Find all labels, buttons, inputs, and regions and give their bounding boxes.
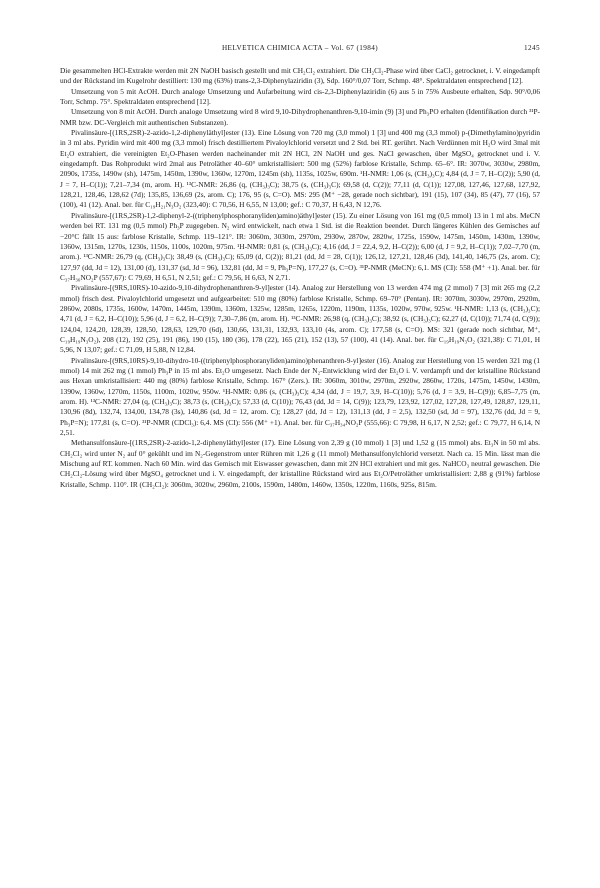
running-header — [60, 44, 540, 60]
paragraph-compound-16: Pivalinsäure-[(9RS,10RS)-9,10-dihydro-10-((triphenylphosphoranyliden)amino)phenanthren-9-yl]ester (16). Analog zur Herstellung von 15 werden 321 mg (1 mmol) 14 mit 262 mg (1 mmol) Ph₃P in 15 ml abs. Et₂O umgesetzt. Nach Ende der N₂-Entwicklung wird der Et₂O i. V. verdampft und der kristalline Rückstand aus Hexan umkristallisiert: 440 mg (80%) farblose Kristalle, Schmp. 167° (Zers.). IR: 3060m, 3010w, 2970m, 2920w, 2860w, 1720s, 1475m, 1450w, 1430m, 1390w, 1360w, 1270m, 1150s, 1100m, 1020w, 950w. ¹H-NMR: 0,86 (s, (CH₃)₃C); 4,34 (dd, J = 19,7, 3,9, H–C(10)); 5,76 (d, J = 3,9, H–C(9)); 6,85–7,75 (m, arom. H). ¹³C-NMR: 27,04 (q, (CH₃)₃C); 38,73 (s, (CH₃)₃C); 57,33 (d, C(10)); 76,43 (dd, Jd = 14, C(9)); 123,79, 123,92, 127,02, 127,28, 127,49, 128,87, 129,11, 130,96 (8d), 132,74, 134,00, 134,78 (3s), 140,86 (sd, Jd = 12, arom. C); 128,27 (dd, Jd = 12), 131,13 (dd, J = 2,5), 132,50 (sd, Jd = 97), 132,76 (dd, Jd = 9, Ph₃P=N); 177,81 (s, C=O). ³¹P-NMR (CDCl₃): 6,4. MS (CI): 556 (M⁺ +1). Anal. ber. für C₃₇H₃₄NO₂P (555,66): C 79,98, H 6,17, N 2,52; gef.: C 79,77, H 6,14, N 2,51. — [60, 355, 540, 438]
journal-title: HELVETICA CHIMICA ACTA – Vol. 67 (1984) — [221, 44, 379, 52]
paragraph-compound-13: Pivalinsäure-[(1RS,2SR)-2-azido-1,2-diphenyläthyl]ester (13). Eine Lösung von 720 mg (3,0 mmol) 1 [3] und 400 mg (3,3 mmol) p-(Dimethylamino)pyridin in 3 ml abs. Pyridin wird mit 400 mg (3,3 mmol) frisch destilliertem Pivaloylchlorid versetzt und 2 Std. bei RT. gerührt. Nach Verdünnen mit H₂O wird 3mal mit Et₂O extrahiert, die vereinigten Et₂O-Phasen werden nacheinander mit 2N HCl, 2N NaOH und ges. NaCl gewaschen, über MgSO₄ getrocknet und i. V. eingedampft. Das Rohprodukt wird 2mal aus Petroläther 40–60° umkristallisiert: 500 mg (52%) farblose Kristalle, Schmp. 65–6°. IR: 3070w, 3030w, 2980m, 2090s, 1735s, 1490w (sh), 1475m, 1450m, 1390w, 1360w, 1270m, 1245m (sh), 1135s, 1025w, 690m. ¹H-NMR: 1,06 (s, (CH₃)₃C); 4,84 (d, J = 7, H–C(2)); 5,90 (d, J = 7, H–C(1)); 7,21–7,34 (m, arom. H). ¹³C-NMR: 26,86 (q, (CH₃)₃C); 38,75 (s, (CH₃)₃C); 69,58 (d, C(2)); 77,11 (d, C(1)); 127,08, 127,46, 127,68, 127,92, 128,21, 128,46, 128,62 (7d); 135,85, 136,69 (2s, arom. C); 176, 95 (s, C=O). MS: 295 (M⁺ −28, gerade noch sichtbar), 191 (15), 107 (34), 85 (47), 77 (16), 57 (100), 41 (12). Anal. ber. für C₁₉H₂₁N₃O₂ (323,40): C 70,56, H 6,55, N 13,00; gef.: C 70,37, H 6,43, N 12,76. — [60, 128, 540, 210]
experimental-text — [60, 66, 540, 490]
paragraph-compound-14: Pivalinsäure-[(9RS,10RS)-10-azido-9,10-dihydrophenanthren-9-yl]ester (14). Analog zur Herstellung von 13 werden 474 mg (2 mmol) 7 [3] mit 265 mg (2,2 mmol) frisch dest. Pivaloylchlorid umgesetzt und aufgearbeitet: 510 mg (80%) farblose Kristalle, Schmp. 69–70° (Pentan). IR: 3070m, 3030w, 2970m, 2920m, 2860w, 2080s, 1735s, 1600w, 1470m, 1445m, 1390m, 1360m, 1325w, 1285m, 1265s, 1220m, 1190m, 1135s, 1020w, 970w, 925w. ¹H-NMR: 1,13 (s, (CH₃)₃C); 4,71 (d, J = 6,2, H–C(10)); 5,96 (d, J = 6,2, H–C(9)); 7,30–7,86 (m, arom. H). ¹³C-NMR: 26,98 (q, (CH₃)₃C); 38,92 (s, (CH₃)₃C); 62,27 (d, C(10)); 71,74 (d, C(9)); 124,04, 124,20, 128,39, 128,50, 128,63, 129,70 (6d), 130,66, 131,31, 132,93, 133,10 (4s, arom. C); 177,58 (s, C=O). MS: 321 (gerade noch sichtbar, M⁺, C₁₉H₁₉N₃O₂), 208 (12), 192 (25), 191 (86), 190 (15), 180 (36), 178 (22), 165 (21), 152 (13), 57 (100), 41 (14). Anal. ber. für C₁₉H₁₉N₃O₂ (321,38): C 71,01, H 5,96, N 13,07; gef.: C 71,09, H 5,88, N 12,84. — [60, 283, 540, 355]
paragraph-reaction-5-acoh: Umsetzung von 5 mit AcOH. Durch analoge Umsetzung und Aufarbeitung wird cis-2,3-Diphenylaziridin (6) aus 5 in 75% Ausbeute erhalten, Sdp. 90°/0,06 Torr, Schmp. 75°. Spektraldaten entsprechend [12]. — [60, 86, 540, 107]
journal-page — [60, 44, 540, 490]
page-number: 1245 — [524, 44, 540, 52]
paragraph-reaction-8-acoh: Umsetzung von 8 mit AcOH. Durch analoge Umsetzung wird 8 wird 9,10-Dihydrophenanthren-9,10-imin (9) [3] und Ph₃PO erhalten (Identifikation durch ³¹P-NMR bzw. DC-Vergleich mit authentischen Substanzen). — [60, 107, 540, 127]
paragraph-hcl-extraction: Die gesammelten HCl-Extrakte werden mit 2N NaOH basisch gestellt und mit CH₂Cl₂ extrahiert. Die CH₂Cl₂-Phase wird über CaCl₂ getrocknet, i. V. eingedampft und der Rückstand im Kugelrohr destilliert: 130 mg (63%) trans-2,3-Diphenylaziridin (3), Sdp. 160°/0,07 Torr, Schmp. 48°. Spektraldaten entsprechend [12]. — [60, 66, 540, 86]
paragraph-compound-17: Methansulfonsäure-[(1RS,2SR)-2-azido-1,2-diphenyläthyl]ester (17). Eine Lösung von 2,39 g (10 mmol) 1 [3] und 1,52 g (15 mmol) abs. Et₃N in 50 ml abs. CH₂Cl₂ wird unter N₂ auf 0° gekühlt und im N₂-Gegenstrom unter Rühren mit 1,26 g (11 mmol) Methansulfonylchlorid versetzt. Nach ca. 15 Min. lässt man die Mischung auf RT. kommen. Nach 60 Min. wird das Gemisch mit Eiswasser gewaschen, dann mit 2N HCl extrahiert und mit ges. NaHCO₃ neutral gewaschen. Die CH₂Cl₂-Lösung wird über MgSO₄ getrocknet und i. V. eingedampft, der kristalline Rückstand wird aus Et₂O/Petroläther umkristallisiert: 2,88 g (91%) farblose Kristalle, Schmp. 110°. IR (CH₂Cl₂): 3060m, 3020w, 2960m, 2100s, 1590m, 1480m, 1460w, 1350s, 1220m, 1160s, 925s, 815m. — [60, 438, 540, 489]
paragraph-compound-15: Pivalinsäure-[(1RS,2SR)-1,2-diphenyl-2-((triphenylphosphoranyliden)amino)äthyl]ester (15). Zu einer Lösung von 161 mg (0,5 mmol) 13 in 1 ml abs. MeCN werden bei RT. 131 mg (0,5 mmol) Ph₃P zugegeben. N₂ wird entwickelt, nach etwa 1 Std. ist die Reaktion beendet. Durch längeres Kühlen des Gemisches auf −20°C fällt 15 aus: farblose Kristalle, Schmp. 119–121°. IR: 3060m, 3030m, 2970m, 2930w, 2870w, 2820w, 1725s, 1590w, 1475m, 1450m, 1430m, 1390w, 1360w, 1315m, 1270s, 1230s, 1150s, 1100s, 1020m, 975m. ¹H-NMR: 0,81 (s, (CH₃)₃C); 4,16 (dd, J = 22,4, 9,2, H–C(2)); 6,00 (d, J = 9,2, H–C(1)); 7,02–7,70 (m, arom.). ¹³C-NMR: 26,79 (q, (CH₃)₃C); 38,49 (s, (CH₃)₃C); 65,09 (d, C(2)); 81,21 (dd, Jd = 28, C(1)); 126,12, 127,21, 128,46 (3d), 141,40, 146,75 (2s, arom. C); 127,97 (dd, Jd = 12), 131,00 (d), 131,37 (sd, Jd = 96), 132,81 (dd, Jd = 9, Ph₃P=N), 177,27 (s, C=O). ³¹P-NMR (MeCN): 6,1. MS (CI): 558 (M⁺ +1). Anal. ber. für C₃₇H₃₆NO₂P (557,67): C 79,69, H 6,51, N 2,51; gef.: C 79,56, H 6,63, N 2,71. — [60, 210, 540, 282]
